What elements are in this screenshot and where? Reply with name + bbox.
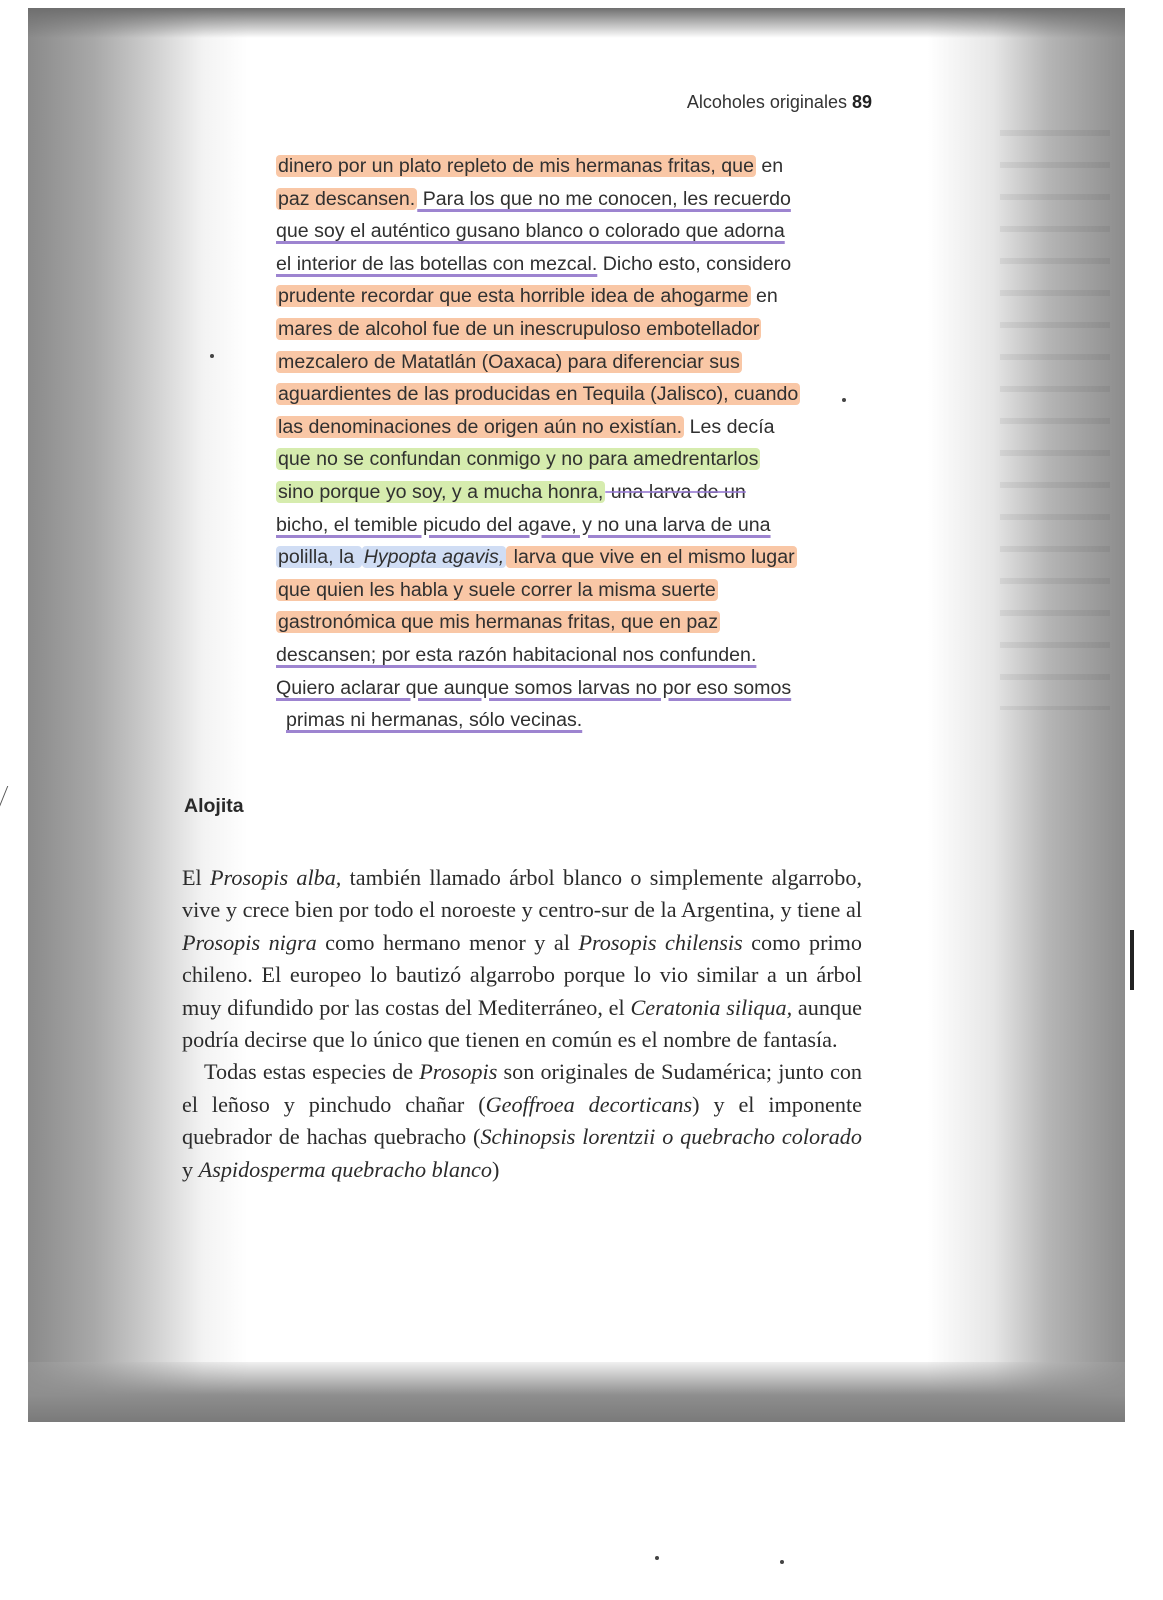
passage-line: mares de alcohol fue de un inescrupuloso embotellador [278, 317, 760, 340]
running-header [560, 92, 872, 113]
section-body [182, 862, 862, 1186]
scan-speck [655, 1556, 659, 1560]
bleed-through-text [1000, 130, 1110, 710]
passage-line: prudente recordar que esta horrible idea de ahogarme en [278, 285, 778, 308]
upper-passage [276, 150, 876, 737]
paragraph-1: El Prosopis alba, también llamado árbol blanco o simplemente algarrobo, vive y crece bien por todo el noroeste y centro-sur de la Argentina, y tiene al Prosopis nigra como hermano menor y al Prosopis chilensis como primo chileno. El europeo lo bautizó algarrobo porque lo vio similar a un árbol muy difundido por las costas del Mediterráneo, el Ceratonia siliqua, aunque podría decirse que lo único que tienen en común es el nombre de fantasía. [182, 865, 863, 1053]
passage-line: paz descansen. Para los que no me conocen, les recuerdo [278, 187, 791, 210]
passage-line: gastronómica que mis hermanas fritas, que en paz [278, 611, 718, 634]
passage-line: primas ni hermanas, sólo vecinas. [286, 709, 583, 732]
passage-line: mezcalero de Matatlán (Oaxaca) para diferenciar sus [278, 350, 740, 373]
passage-line: aguardientes de las producidas en Tequila (Jalisco), cuando [278, 383, 799, 406]
passage-line: que no se confundan conmigo y no para amedrentarlos [278, 448, 759, 471]
pencil-margin-mark [0, 786, 26, 822]
section-title: Alojita [184, 795, 244, 817]
passage-line: las denominaciones de origen aún no existían. Les decía [278, 415, 775, 438]
page-number: 89 [851, 92, 872, 112]
scan-speck [210, 354, 214, 358]
passage-line: que quien les habla y suele correr la misma suerte [278, 578, 716, 601]
running-title: Alcoholes originales [686, 92, 847, 112]
passage-line: sino porque yo soy, y a mucha honra, una larva de un [278, 480, 746, 503]
passage-line: bicho, el temible picudo del agave, y no una larva de una [276, 513, 771, 536]
passage-line: dinero por un plato repleto de mis hermanas fritas, que en [278, 155, 784, 177]
passage-line: polilla, la Hypopta agavis, larva que vive en el mismo lugar [278, 546, 795, 569]
scan-top-shadow [28, 8, 1125, 38]
passage-line: el interior de las botellas con mezcal. Dicho esto, considero [276, 252, 792, 275]
passage-line: descansen; por esta razón habitacional nos confunden. [276, 643, 757, 666]
passage-line: Quiero aclarar que aunque somos larvas no por eso somos [276, 676, 792, 699]
scan-bottom-shadow [28, 1362, 1125, 1422]
paragraph-2: Todas estas especies de Prosopis son originales de Sudamérica; junto con el leñoso y pinchudo chañar (Geoffroea decorticans) y el imponente quebrador de hachas quebracho (Schinopsis lorentzii o quebracho colorado y Aspidosperma quebracho blanco) [182, 1059, 863, 1182]
scan-edge-mark [1130, 930, 1134, 990]
passage-line: que soy el auténtico gusano blanco o colorado que adorna [276, 220, 785, 243]
scan-speck [842, 398, 846, 402]
scan-speck [780, 1560, 784, 1564]
